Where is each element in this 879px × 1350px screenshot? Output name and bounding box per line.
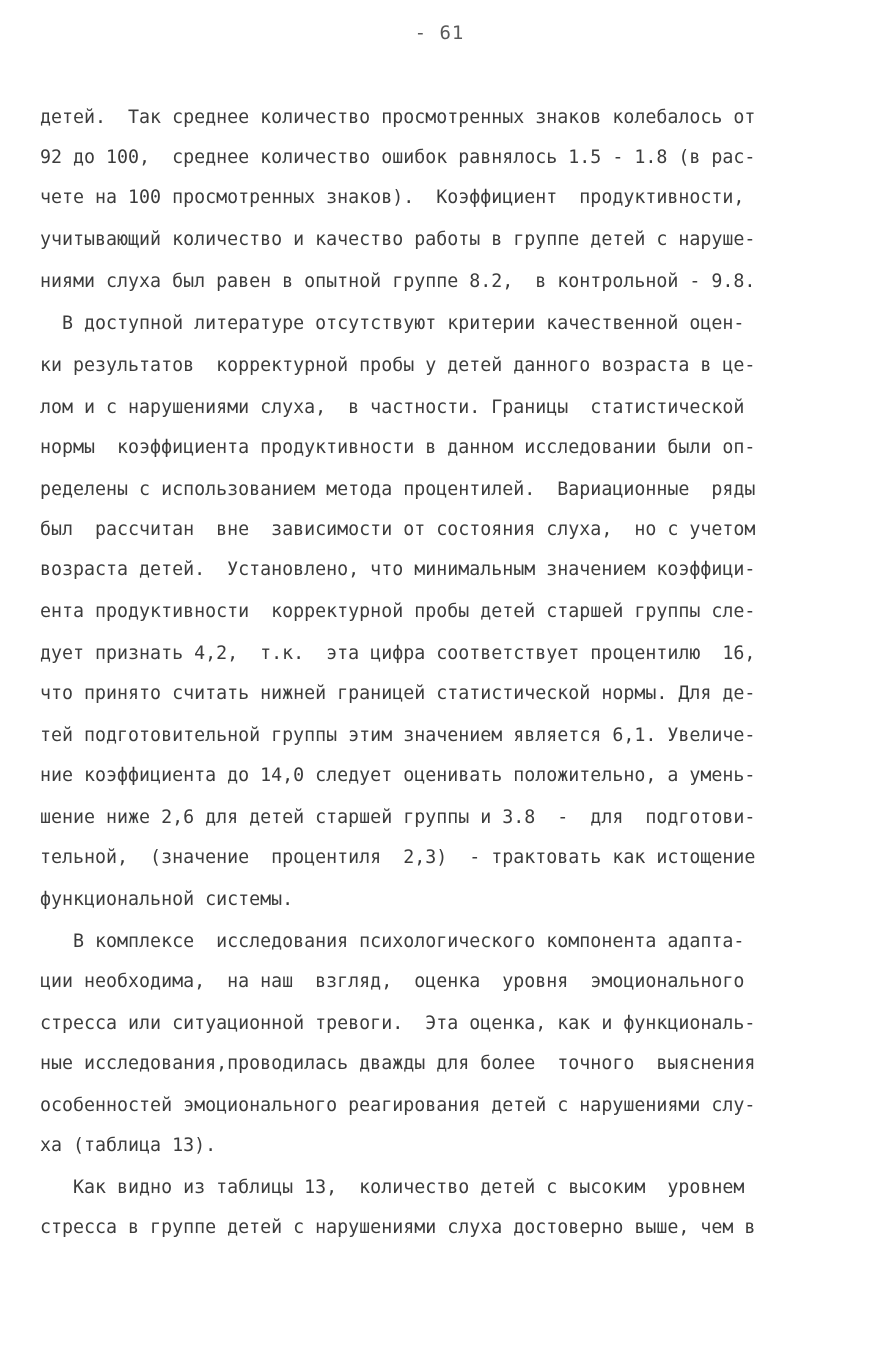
text-line: функциональной системы. [40, 889, 294, 910]
text-line: ха (таблица 13). [40, 1135, 217, 1156]
text-line: нормы коэффициента продуктивности в данном исследовании были оп- [40, 437, 756, 458]
text-line: был рассчитан вне зависимости от состояния слуха, но с учетом [40, 519, 756, 540]
text-line: ента продуктивности корректурной пробы детей старшей группы сле- [40, 601, 756, 622]
text-line: ниями слуха был равен в опытной группе 8.2, в контрольной - 9.8. [40, 271, 756, 292]
text-line: стресса или ситуационной тревоги. Эта оценка, как и функциональ- [40, 1013, 756, 1034]
text-line: ции необходима, на наш взгляд, оценка уровня эмоционального [40, 971, 745, 992]
text-line: ки результатов корректурной пробы у детей данного возраста в це- [40, 355, 756, 376]
text-line: В комплексе исследования психологического компонента адапта- [40, 931, 745, 952]
text-line: учитывающий количество и качество работы в группе детей с наруше- [40, 229, 756, 250]
text-line: детей. Так среднее количество просмотренных знаков колебалось от [40, 107, 756, 128]
text-line: тей подготовительной группы этим значением является 6,1. Увеличе- [40, 725, 756, 746]
text-line: дует признать 4,2, т.к. эта цифра соответствует процентилю 16, [40, 643, 756, 664]
text-line: ние коэффициента до 14,0 следует оценивать положительно, а умень- [40, 765, 756, 786]
text-line: ные исследования,проводилась дважды для более точного выяснения [40, 1053, 756, 1074]
text-line: 92 до 100, среднее количество ошибок равнялось 1.5 - 1.8 (в рас- [40, 147, 756, 168]
text-line: ределены с использованием метода процентилей. Вариационные ряды [40, 479, 756, 500]
text-line: шение ниже 2,6 для детей старшей группы и 3.8 - для подготови- [40, 807, 756, 828]
text-line: В доступной литературе отсутствуют критерии качественной оцен- [40, 313, 745, 334]
text-line: Как видно из таблицы 13, количество детей с высоким уровнем [40, 1177, 745, 1198]
text-line: особенностей эмоционального реагирования детей с нарушениями слу- [40, 1095, 756, 1116]
page-number: - 61 [414, 22, 465, 44]
text-line: чете на 100 просмотренных знаков). Коэффициент продуктивности, [40, 187, 745, 208]
text-line: возраста детей. Установлено, что минимальным значением коэффици- [40, 559, 756, 580]
text-line: стресса в группе детей с нарушениями слуха достоверно выше, чем в [40, 1217, 756, 1238]
text-line: тельной, (значение процентиля 2,3) - трактовать как истощение [40, 847, 756, 868]
text-line: что принято считать нижней границей статистической нормы. Для де- [40, 683, 756, 704]
text-line: лом и с нарушениями слуха, в частности. Границы статистической [40, 397, 745, 418]
